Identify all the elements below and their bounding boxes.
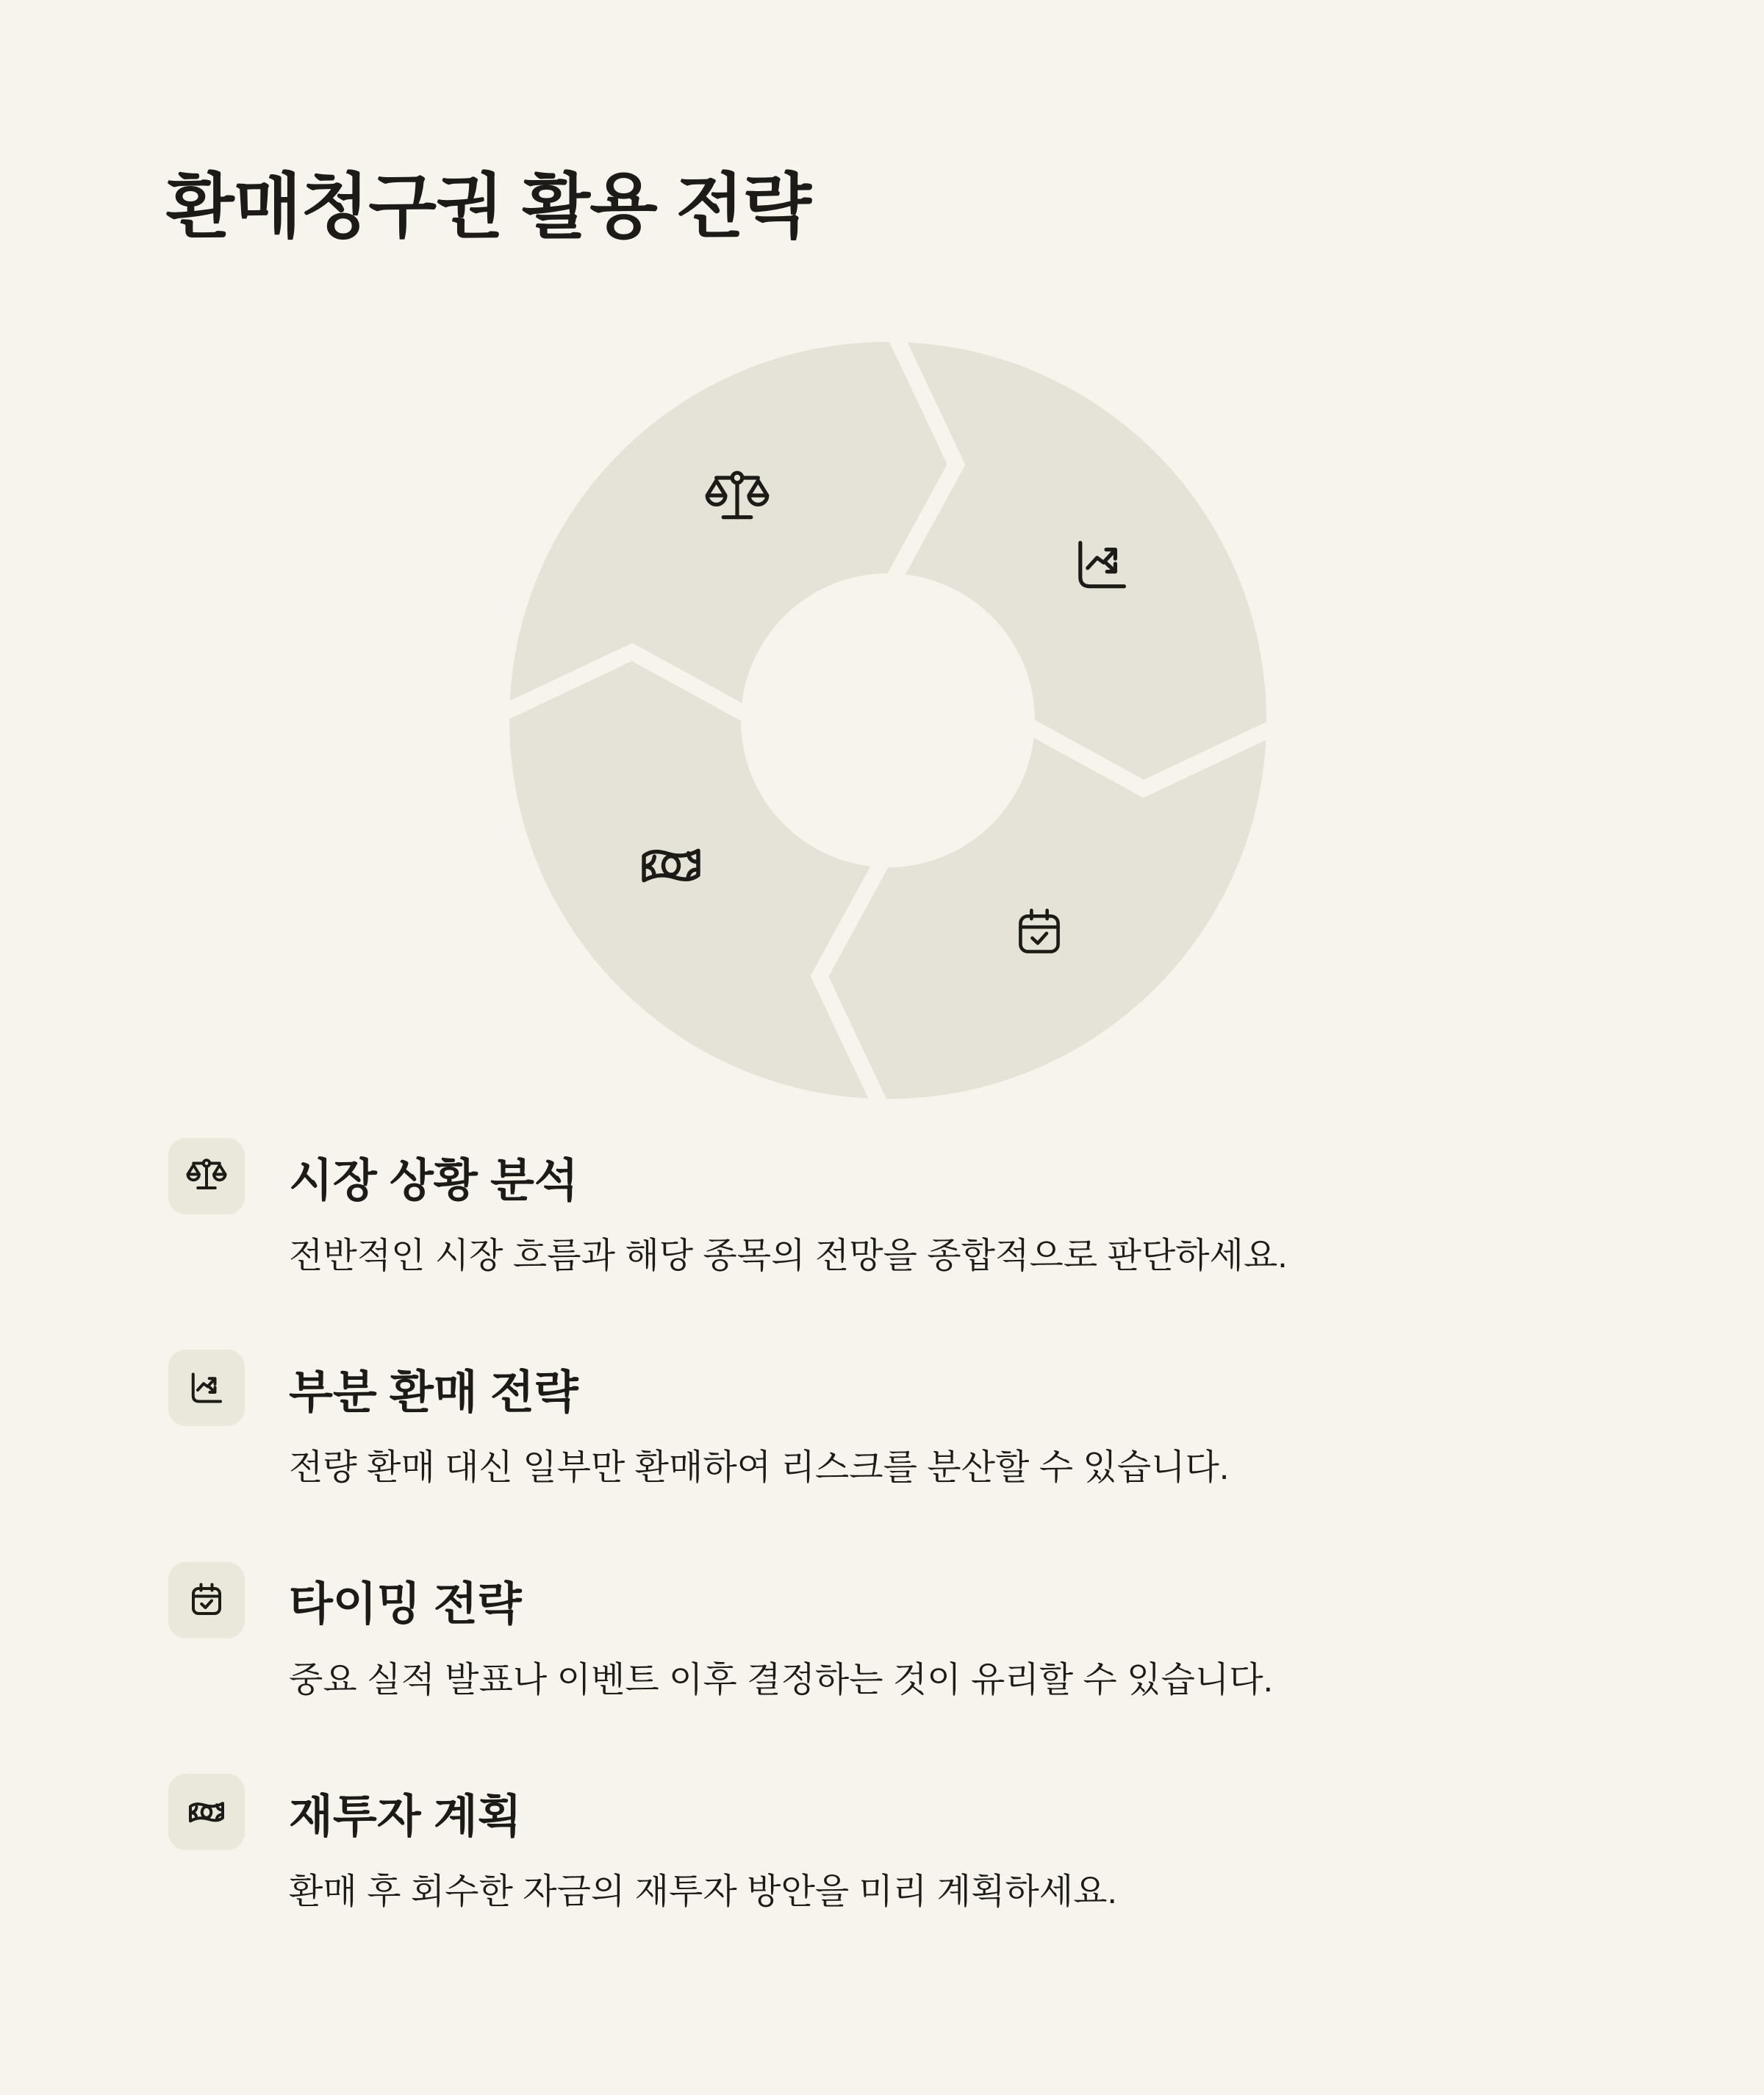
strategy-list xyxy=(168,1138,1609,1986)
item-text xyxy=(289,1562,1609,1703)
calendar-check-icon xyxy=(184,1578,229,1622)
icon-tile xyxy=(168,1774,245,1850)
item-title: 시장 상황 분석 xyxy=(289,1155,578,1206)
trend-chart-icon xyxy=(184,1366,229,1410)
icon-tile xyxy=(168,1562,245,1639)
list-item xyxy=(168,1138,1609,1279)
list-item xyxy=(168,1774,1609,1915)
item-description: 중요 실적 발표나 이벤트 이후 결정하는 것이 유리할 수 있습니다. xyxy=(289,1660,1273,1700)
list-item xyxy=(168,1562,1609,1703)
item-text xyxy=(289,1138,1609,1279)
item-text xyxy=(289,1350,1609,1491)
item-title: 재투자 계획 xyxy=(289,1791,522,1842)
item-text xyxy=(289,1774,1609,1915)
page-title: 환매청구권 활용 전략 xyxy=(166,168,811,246)
item-title: 타이밍 전략 xyxy=(289,1579,522,1630)
scale-icon xyxy=(184,1154,229,1198)
icon-tile xyxy=(168,1138,245,1214)
item-title: 부분 환매 전략 xyxy=(289,1367,578,1418)
item-description: 전량 환매 대신 일부만 환매하여 리스크를 분산할 수 있습니다. xyxy=(289,1448,1230,1488)
cycle-ring xyxy=(509,342,1266,1099)
money-icon xyxy=(184,1790,229,1834)
item-description: 전반적인 시장 흐름과 해당 종목의 전망을 종합적으로 판단하세요. xyxy=(289,1236,1288,1275)
cycle-diagram xyxy=(476,309,1299,1132)
icon-tile xyxy=(168,1350,245,1426)
list-item xyxy=(168,1350,1609,1491)
item-description: 환매 후 회수한 자금의 재투자 방안을 미리 계획하세요. xyxy=(289,1872,1117,1912)
